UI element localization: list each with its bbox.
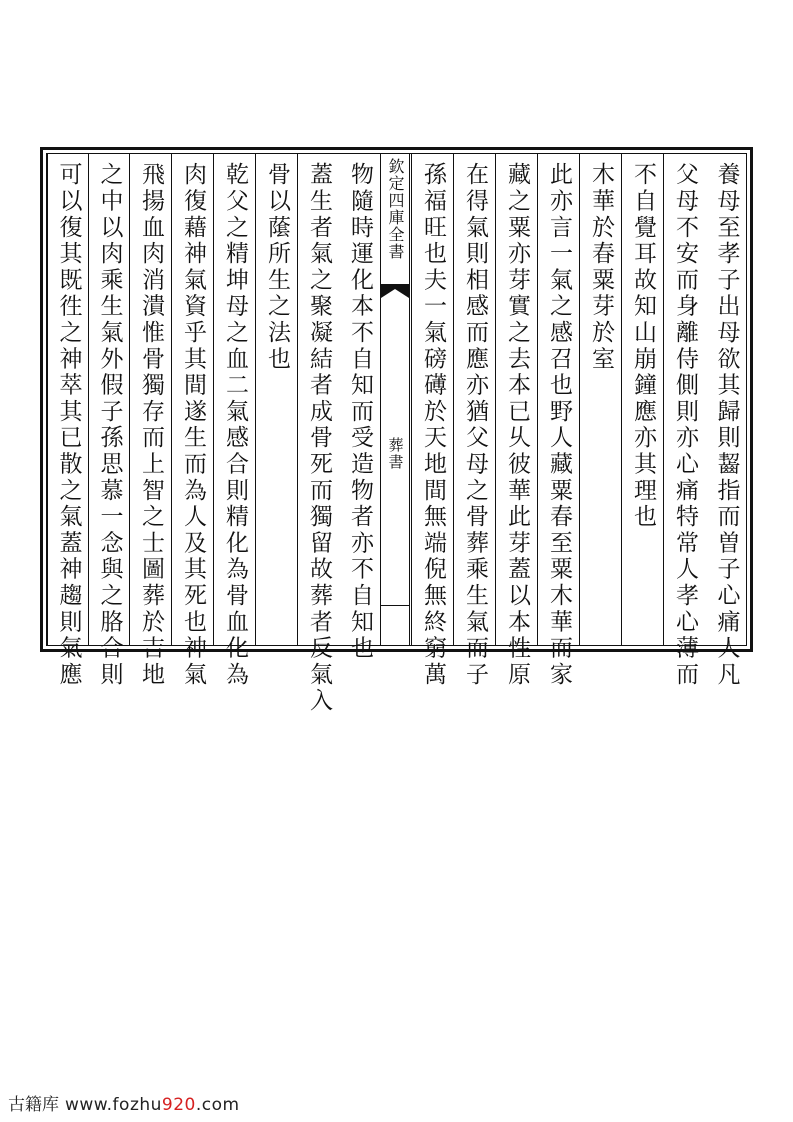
- text-column-6: [495, 154, 537, 688]
- text-column-1: [705, 154, 747, 688]
- site-url-suffix: .com: [195, 1095, 240, 1115]
- text-column-10: [297, 154, 339, 715]
- column-text: 可以復其既徃之神萃其已散之氣蓋神趨則氣應: [55, 162, 82, 688]
- fishtail-mark-icon: [381, 284, 409, 298]
- center-fold-column: [380, 154, 410, 645]
- site-url: [65, 1095, 240, 1115]
- text-column-8: [411, 154, 453, 688]
- text-column-7: [453, 154, 495, 688]
- text-column-13: [171, 154, 213, 688]
- site-watermark: [8, 1090, 240, 1114]
- column-text: 木華於春粟芽於室: [588, 162, 614, 373]
- column-text: 乾父之精坤母之血二氣感合則精化為骨血化為: [222, 162, 248, 688]
- column-text: 飛揚血肉消潰惟骨獨存而上智之士圖葬於吉地: [138, 162, 164, 688]
- column-text: 父母不安而身離侍側則亦心痛特常人孝心薄而: [672, 162, 698, 688]
- column-text: 孫福旺也夫一氣磅礡於天地間無端倪無終窮萬: [420, 162, 446, 688]
- column-text: 藏之粟亦芽實之去本已乆彼華此芽蓋以本性原: [504, 162, 530, 688]
- center-rule: [381, 605, 409, 606]
- text-column-14: [129, 154, 171, 688]
- column-text: 物隨時運化本不自知而受造物者亦不自知也: [347, 162, 373, 662]
- column-text: 肉復藉神氣資乎其間遂生而為人及其死也神氣: [180, 162, 206, 688]
- text-column-9: [339, 154, 380, 662]
- text-column-15: [88, 154, 129, 688]
- text-column-3: [621, 154, 663, 645]
- book-name: 葬書: [386, 437, 405, 471]
- column-text: 之中以肉乘生氣外假子孫思慕一念與之胳合則: [96, 162, 123, 688]
- column-text: 養母至孝子出母欲其歸則齧指而曽子心痛人凡: [713, 162, 740, 688]
- text-column-2: [663, 154, 705, 688]
- book-title: 欽定四庫全書: [386, 158, 405, 260]
- column-text: 骨以䕃所生之法也: [264, 162, 290, 373]
- site-name-cn: 古籍库: [8, 1095, 59, 1115]
- text-column-11: [255, 154, 297, 645]
- column-text: 此亦言一氣之感召也野人藏粟春至粟木華而家: [546, 162, 572, 688]
- site-url-prefix: www.fozhu: [65, 1095, 162, 1115]
- column-text: 在得氣則相感而應亦猶父母之骨葬乘生氣而子: [462, 162, 488, 688]
- column-text: 不自覺耳故知山崩鐘應亦其理也: [630, 162, 656, 531]
- text-column-4: [579, 154, 621, 645]
- text-column-5: [537, 154, 579, 688]
- text-column-16: [47, 154, 88, 688]
- column-text: 蓋生者氣之聚凝結者成骨死而獨留故葬者反氣入: [306, 162, 332, 715]
- site-url-highlight: 920: [161, 1095, 196, 1115]
- text-column-12: [213, 154, 255, 688]
